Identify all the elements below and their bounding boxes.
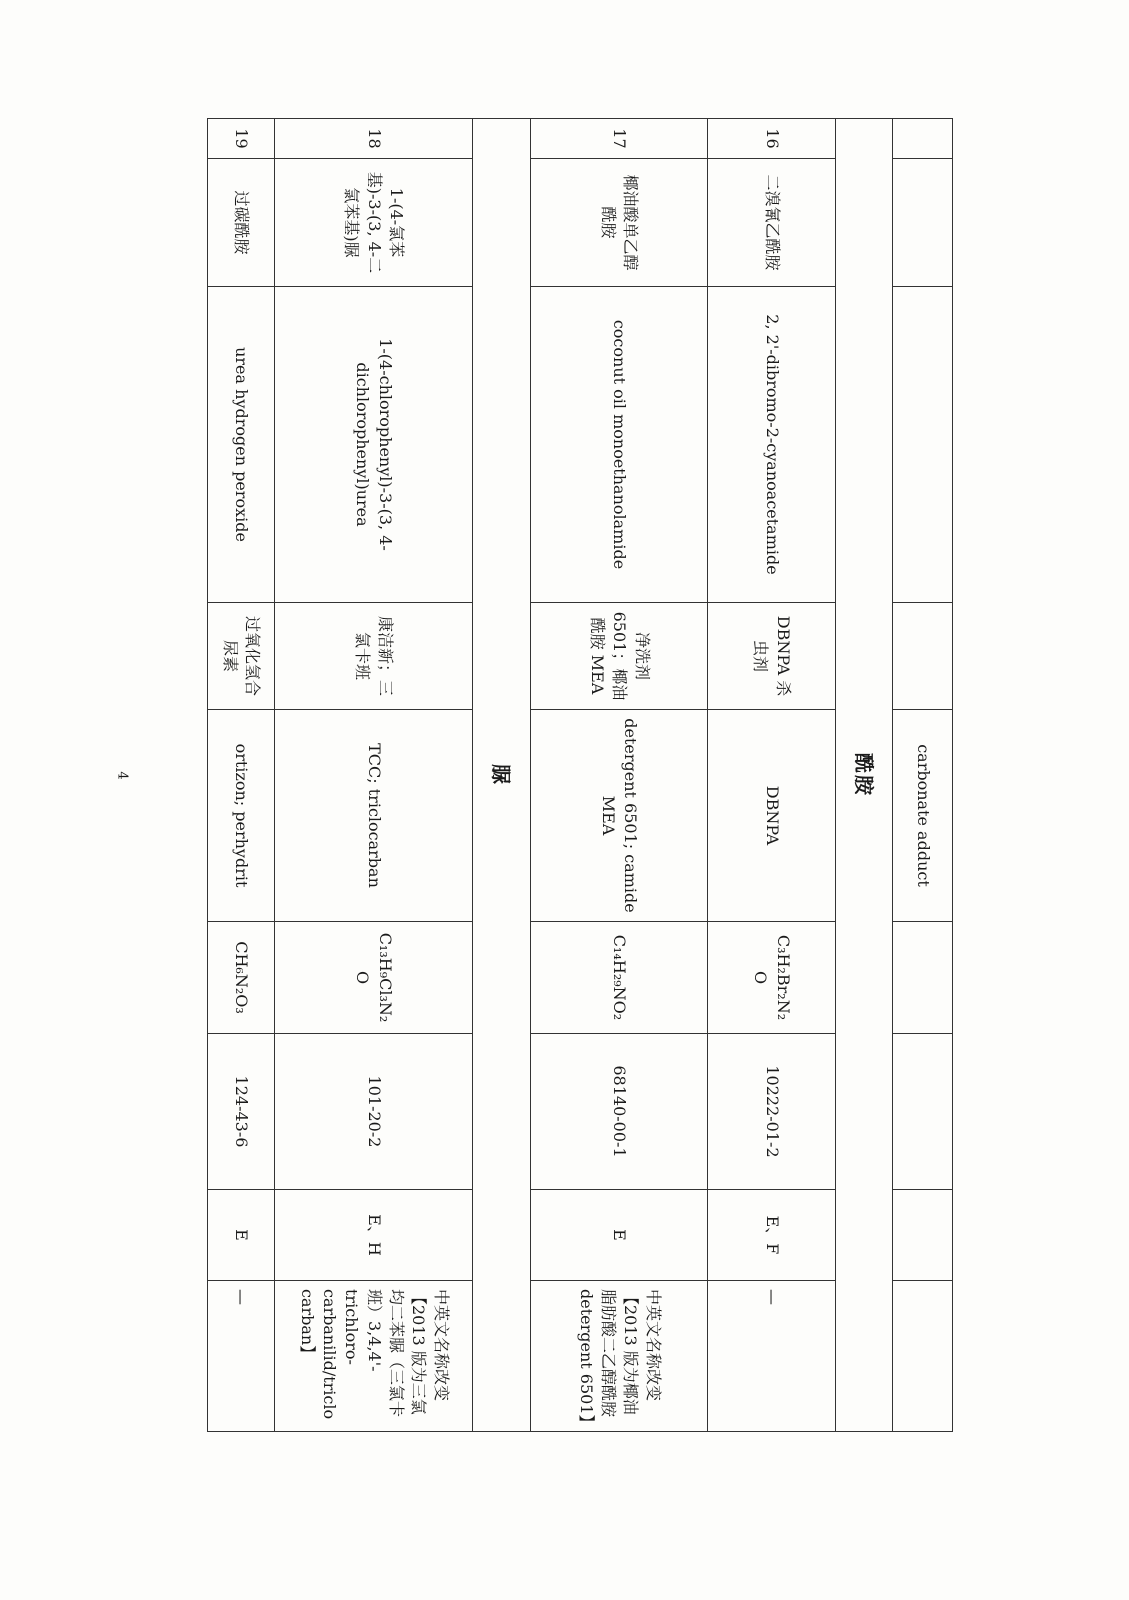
cell-formula — [893, 922, 953, 1034]
section-header-row — [473, 119, 531, 1432]
cell-en-alias: TCC; triclocarban — [275, 710, 473, 922]
cell-en-alias: carbonate adduct — [893, 710, 953, 922]
cell-no: 18 — [275, 119, 473, 159]
cell-en-name — [893, 287, 953, 603]
table-row — [531, 119, 708, 1432]
cell-no — [893, 119, 953, 159]
cell-cas: 10222-01-2 — [708, 1034, 836, 1190]
cell-cn-name: 二溴氰乙酰胺 — [708, 159, 836, 287]
cell-cn-alias: DBNPA 杀虫剂 — [708, 603, 836, 710]
table-row-continued — [893, 119, 953, 1432]
section-title-amide: 酰胺 — [836, 119, 893, 1432]
cell-formula: C₁₄H₂₉NO₂ — [531, 922, 708, 1034]
cell-formula: C₁₃H₉Cl₃N₂O — [275, 922, 473, 1034]
table-row — [208, 119, 275, 1432]
table-row — [708, 119, 836, 1432]
cell-remark: 中英文名称改变【2013 版为三氯均二苯脲（三氯卡班）3,4,4'-trichloro-carbanilid/triclocarban】 — [275, 1281, 473, 1432]
cell-no: 17 — [531, 119, 708, 159]
chemical-table — [207, 118, 953, 1432]
cell-en-alias: DBNPA — [708, 710, 836, 922]
cell-en-name: 1-(4-chlorophenyl)-3-(3, 4-dichlorophenyl)urea — [275, 287, 473, 603]
cell-remark: — — [208, 1281, 275, 1432]
cell-no: 16 — [708, 119, 836, 159]
cell-remark — [893, 1281, 953, 1432]
cell-en-alias: detergent 6501; camide MEA — [531, 710, 708, 922]
cell-cn-alias: 康洁新；三氯卡班 — [275, 603, 473, 710]
cell-use: E、F — [708, 1190, 836, 1281]
rotated-table-page — [221, 118, 953, 1431]
section-title-urea: 脲 — [473, 119, 531, 1432]
cell-en-name: urea hydrogen peroxide — [208, 287, 275, 603]
cell-cas: 124-43-6 — [208, 1034, 275, 1190]
cell-cas: 68140-00-1 — [531, 1034, 708, 1190]
cell-cn-alias: 过氧化氢合尿素 — [208, 603, 275, 710]
cell-en-name: 2, 2'-dibromo-2-cyanoacetamide — [708, 287, 836, 603]
cell-no: 19 — [208, 119, 275, 159]
cell-use: E — [208, 1190, 275, 1281]
cell-use: E、H — [275, 1190, 473, 1281]
cell-cn-name: 过碳酰胺 — [208, 159, 275, 287]
section-header-row — [836, 119, 893, 1432]
cell-cn-alias: 净洗剂 6501；椰油酰胺 MEA — [531, 603, 708, 710]
cell-en-name: coconut oil monoethanolamide — [531, 287, 708, 603]
cell-cn-alias — [893, 603, 953, 710]
cell-use — [893, 1190, 953, 1281]
table-row — [275, 119, 473, 1432]
cell-formula: C₃H₂Br₂N₂O — [708, 922, 836, 1034]
cell-formula: CH₆N₂O₃ — [208, 922, 275, 1034]
cell-en-alias: ortizon; perhydrit — [208, 710, 275, 922]
cell-cn-name: 椰油酸单乙醇酰胺 — [531, 159, 708, 287]
cell-cn-name — [893, 159, 953, 287]
cell-cas — [893, 1034, 953, 1190]
cell-remark: — — [708, 1281, 836, 1432]
cell-cas: 101-20-2 — [275, 1034, 473, 1190]
page-number: 4 — [114, 771, 130, 780]
cell-remark: 中英文名称改变【2013 版为椰油脂肪酸二乙醇酰胺 detergent 6501】 — [531, 1281, 708, 1432]
cell-cn-name: 1-(4-氯苯基)-3-(3, 4-二氯苯基)脲 — [275, 159, 473, 287]
cell-use: E — [531, 1190, 708, 1281]
